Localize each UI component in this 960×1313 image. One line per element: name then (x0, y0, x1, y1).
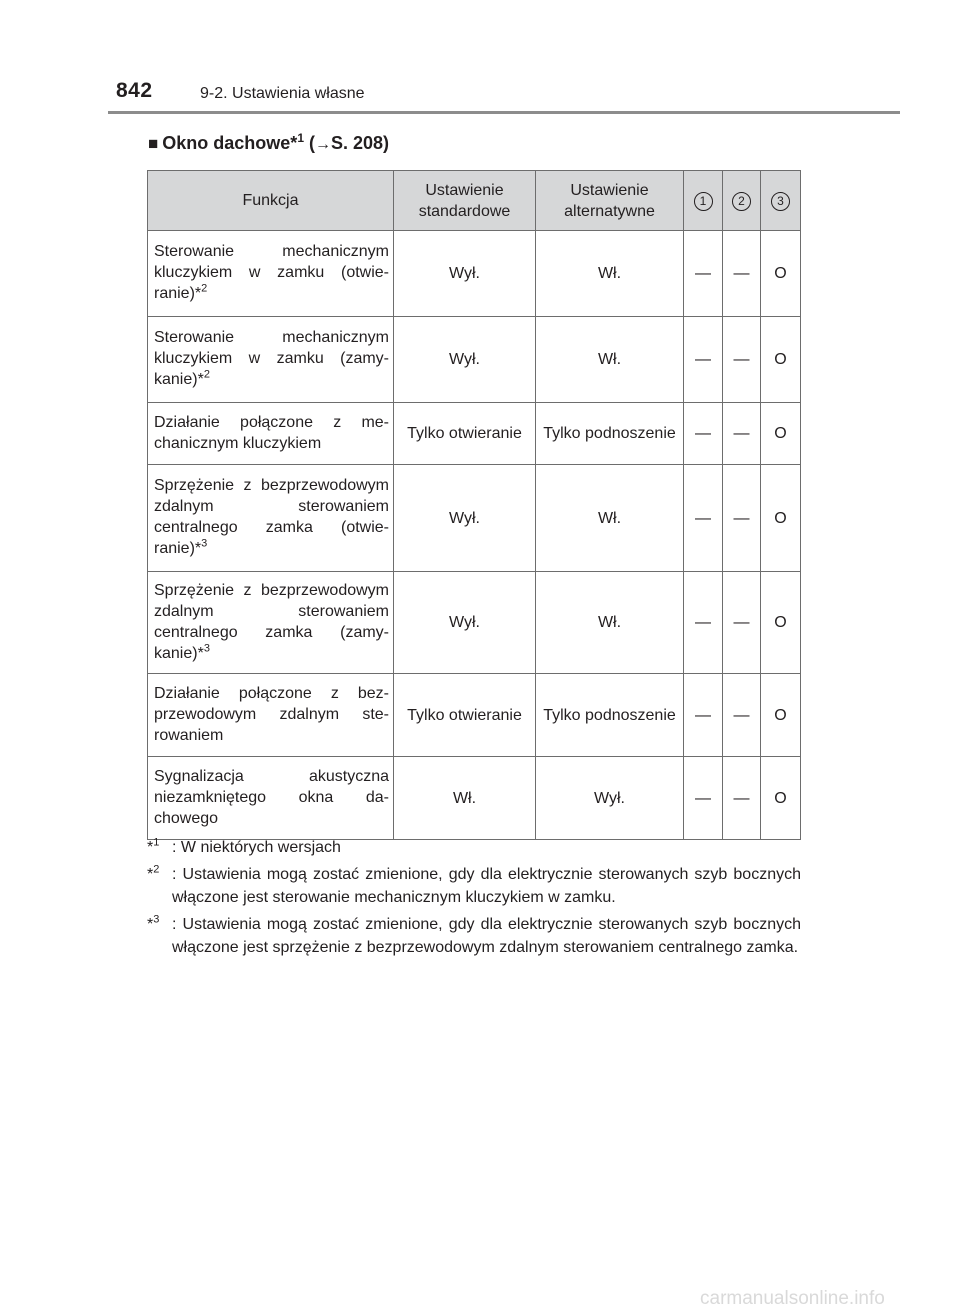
function-text: Sterowanie mechanicznym kluczykiem w zamku (otwieranie)* (154, 243, 389, 302)
header-circle-2 (723, 171, 761, 231)
col1-cell: — (684, 757, 723, 840)
col1-cell: — (684, 465, 723, 572)
chapter-title: 9-2. Ustawienia własne (200, 85, 365, 102)
alternative-cell: Wł. (536, 572, 684, 674)
default-cell: Wł. (394, 757, 536, 840)
alternative-cell: Wł. (536, 317, 684, 403)
function-text: Sprzężenie z bezprzewodowym zdalnym sterowaniem centralnego zamka (otwieranie)* (154, 477, 389, 557)
col3-cell: O (761, 317, 801, 403)
table-row (148, 465, 801, 572)
col3-cell: O (761, 757, 801, 840)
footnote-ref: 3 (201, 537, 208, 550)
section-title (148, 133, 389, 154)
alternative-cell: Wł. (536, 465, 684, 572)
col3-cell: O (761, 403, 801, 465)
default-cell: Wył. (394, 317, 536, 403)
function-cell (148, 572, 394, 674)
table-row (148, 757, 801, 840)
footnote-2 (147, 863, 801, 909)
table-row (148, 674, 801, 757)
function-text: Działanie połączone z bezprzewodowym zdalnym sterowaniem (154, 684, 389, 744)
section-title-footnote: 1 (297, 131, 304, 145)
col2-cell: — (723, 465, 761, 572)
circled-number-3-icon: 3 (771, 192, 790, 211)
col3-cell: O (761, 465, 801, 572)
arrow-right-icon: → (315, 136, 332, 153)
function-cell (148, 674, 394, 757)
col2-cell: — (723, 317, 761, 403)
function-cell (148, 757, 394, 840)
footnote-ref: 2 (203, 368, 210, 381)
header-function: Funkcja (148, 171, 394, 231)
page-number: 842 (116, 79, 153, 102)
table-row (148, 572, 801, 674)
table-row (148, 317, 801, 403)
col1-cell: — (684, 674, 723, 757)
function-text: Sterowanie mechanicznym kluczykiem w zamku (zamykanie)* (154, 329, 389, 388)
table-row (148, 403, 801, 465)
col1-cell: — (684, 231, 723, 317)
footnotes (147, 836, 801, 963)
col1-cell: — (684, 403, 723, 465)
footnote-text: : W niektórych wersjach (172, 839, 341, 856)
square-bullet-icon: ■ (148, 134, 159, 153)
alternative-cell: Tylko podnoszenie (536, 403, 684, 465)
col1-cell: — (684, 572, 723, 674)
settings-table (147, 170, 801, 840)
col3-cell: O (761, 231, 801, 317)
header-divider (108, 111, 900, 114)
function-text: Sprzężenie z bezprzewodowym zdalnym sterowaniem centralnego zamka (zamykanie)* (154, 581, 389, 662)
footnote-marker: *$^3$ (147, 913, 160, 933)
col2-cell: — (723, 403, 761, 465)
default-cell: Wył. (394, 465, 536, 572)
ref-open: ( (309, 133, 316, 153)
function-cell (148, 317, 394, 403)
function-cell (148, 231, 394, 317)
col2-cell: — (723, 231, 761, 317)
footnote-ref: 2 (201, 282, 208, 295)
footnote-1 (147, 836, 801, 859)
footnote-3 (147, 913, 801, 959)
col3-cell: O (761, 572, 801, 674)
col2-cell: — (723, 674, 761, 757)
alternative-cell: Wył. (536, 757, 684, 840)
table-row (148, 231, 801, 317)
col1-cell: — (684, 317, 723, 403)
col2-cell: — (723, 757, 761, 840)
function-text: Działanie połączone z mechanicznym kluczykiem (154, 413, 389, 452)
function-text: Sygnalizacja akustyczna niezamkniętego okna dachowego (154, 767, 389, 827)
table-header-row (148, 171, 801, 231)
function-cell (148, 465, 394, 572)
default-cell: Tylko otwieranie (394, 403, 536, 465)
header-default: Ustawienie standardowe (394, 171, 536, 231)
footnote-text: : Ustawienia mogą zostać zmienione, gdy dla elektrycznie sterowanych szyb bocznych włączone jest sprzężenie z bezprzewodowym zdalnym sterowaniem centralnego zamka. (172, 916, 801, 956)
circled-number-2-icon: 2 (732, 192, 751, 211)
section-title-text: Okno dachowe* (162, 133, 298, 153)
alternative-cell: Wł. (536, 231, 684, 317)
function-cell (148, 403, 394, 465)
watermark: carmanualsonline.info (700, 1288, 885, 1309)
col2-cell: — (723, 572, 761, 674)
alternative-cell: Tylko podnoszenie (536, 674, 684, 757)
circled-number-1-icon: 1 (694, 192, 713, 211)
default-cell: Wył. (394, 231, 536, 317)
col3-cell: O (761, 674, 801, 757)
header-circle-3 (761, 171, 801, 231)
footnote-marker: *$^2$ (147, 863, 160, 883)
page-reference-link[interactable]: S. 208) (331, 133, 390, 153)
header-alternative: Ustawienie alternatywne (536, 171, 684, 231)
footnote-ref: 3 (203, 642, 210, 655)
default-cell: Tylko otwieranie (394, 674, 536, 757)
header-circle-1 (684, 171, 723, 231)
footnote-marker: *$^1$ (147, 836, 160, 856)
default-cell: Wył. (394, 572, 536, 674)
footnote-text: : Ustawienia mogą zostać zmienione, gdy dla elektrycznie sterowanych szyb bocznych włączone jest sterowanie mechanicznym kluczykiem w zamku. (172, 866, 801, 906)
